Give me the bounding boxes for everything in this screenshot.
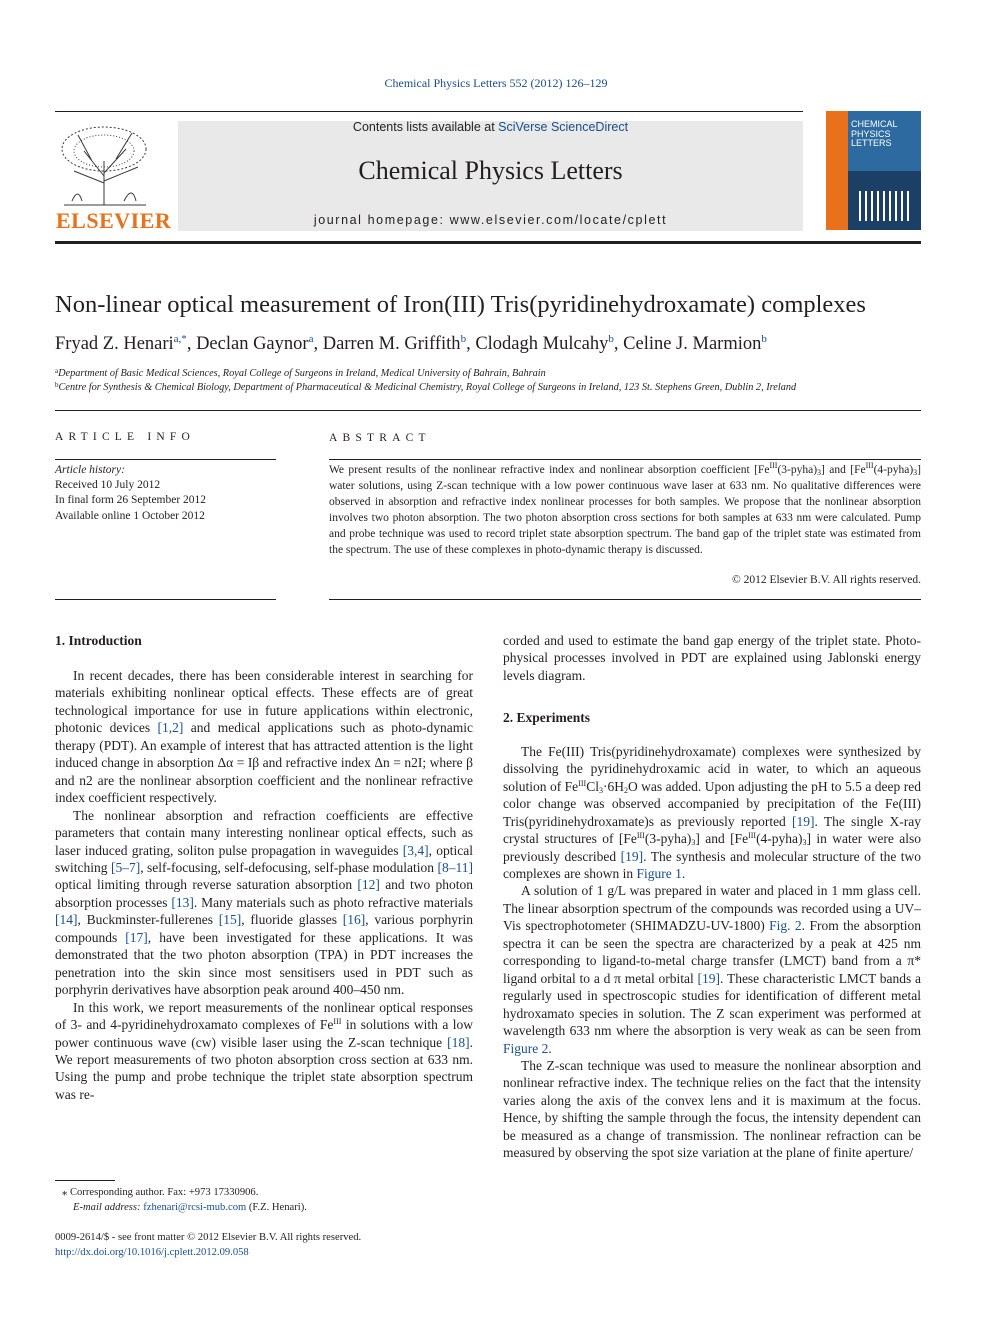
ref-link[interactable]: [16] bbox=[342, 912, 366, 928]
cover-title: CHEMICAL PHYSICS LETTERS bbox=[851, 119, 898, 148]
abstract-text: We present results of the nonlinear refractive index and nonlinear absorption coefficient $[Fe^{III}(3-pyha)_3]$ and $[Fe^{III}(4-pyha)_3]$ water solutions, using Z-scan technique with a low power continuous wave laser at 633 nm. No qualitative differences were observed in absorption and refractive index nonlinear processes for both samples. We propose that the nonlinear absorption involves two photon absorption. The two photon absorption cross sections for both samples at 633 nm were calculated. Pump and probe technique was used to record triplet state absorption spectrum. The band gap of the triplet state was estimated from the spectrum. The use of these complexes in photo-dynamic therapy is discussed. bbox=[329, 461, 922, 556]
author-name[interactable]: Clodagh Mulcahy bbox=[475, 334, 609, 354]
article-info-bottom-rule bbox=[55, 599, 276, 600]
contents-prefix: Contents lists available at bbox=[352, 120, 499, 134]
affiliation-mark: a bbox=[55, 367, 59, 375]
affiliation-text: Centre for Synthesis & Chemical Biology, Department of Pharmaceutical & Medicinal Chemistry, Royal College of Surgeons in Ireland, 123 St. Stephens Green, Dublin 2, Ireland bbox=[58, 382, 797, 393]
author-list: Fryad Z. Henari$^{a,*}$, Declan Gaynor$^a$, Darren M. Griffith$^b$, Clodagh Mulcahy$^b$, Celine J. Marmion$^b$ bbox=[55, 333, 767, 354]
affiliation-mark: b bbox=[55, 381, 59, 389]
paragraph: In this work, we report measurements of the nonlinear optical responses of 3- and 4-pyridinehydroxamato complexes of $Fe^{III}$ in solutions with a low power continuous wave (cw) visible laser using the Z-scan technique [18]. We report measurements of two photon absorption cross section at 633 nm. Using the pump and probe technique the triplet state absorption spectrum was re- bbox=[55, 999, 473, 1102]
ref-link[interactable]: [19] bbox=[792, 813, 815, 829]
introduction-body bbox=[55, 667, 473, 1103]
ref-link[interactable]: [8–11] bbox=[437, 859, 474, 875]
elsevier-tree-logo bbox=[54, 121, 155, 207]
ref-link[interactable]: [13] bbox=[171, 894, 194, 910]
author-name[interactable]: Fryad Z. Henari bbox=[55, 334, 174, 354]
ref-link[interactable]: [19] bbox=[697, 970, 721, 986]
article-info-heading: ARTICLE INFO bbox=[55, 431, 195, 443]
section-introduction-heading: 1. Introduction bbox=[55, 633, 142, 648]
journal-title[interactable]: Chemical Physics Letters bbox=[358, 156, 623, 185]
issn-line: 0009-2614/$ - see front matter © 2012 Elsevier B.V. All rights reserved. bbox=[55, 1232, 362, 1243]
corresponding-author: ⁎ Corresponding author. Fax: +973 17330906. bbox=[62, 1187, 259, 1198]
header-rule-top bbox=[55, 111, 803, 112]
article-info-rule bbox=[55, 459, 276, 460]
paragraph: In recent decades, there has been considerable interest in searching for materials exhibiting nonlinear optical effects. These effects are of great technological importance for use in future applications within electronic, photonic devices [1,2] and medical applications such as photo-dynamic therapy (PDT). An example of interest that has attracted attention is the light induced change in absorption Δα = Iβ and refractive index Δn = n2I; where β and n2 are the nonlinear absorption coefficient and the nonlinear refractive index coefficient respectively. bbox=[55, 668, 473, 806]
ref-link[interactable]: [3,4] bbox=[402, 842, 429, 858]
abstract-copyright: © 2012 Elsevier B.V. All rights reserved. bbox=[732, 574, 921, 586]
affiliation-rule bbox=[55, 410, 921, 411]
author-name[interactable]: Darren M. Griffith bbox=[322, 334, 461, 354]
ref-link[interactable]: [17] bbox=[125, 929, 148, 945]
author-marks[interactable]: b bbox=[761, 333, 767, 345]
ref-link[interactable]: [14] bbox=[55, 912, 78, 928]
affiliation-a bbox=[55, 367, 546, 379]
revised-date: In final form 26 September 2012 bbox=[55, 494, 207, 507]
header-rule-bottom bbox=[55, 241, 921, 244]
figure-link[interactable]: Figure 1 bbox=[636, 865, 682, 881]
author-marks[interactable]: a bbox=[308, 333, 314, 345]
paper-title: Non-linear optical measurement of Iron(III) Tris(pyridinehydroxamate) complexes bbox=[55, 291, 866, 318]
paragraph: corded and used to estimate the band gap energy of the triplet state. Photo-physical processes involved in PDT are explained using Jablonski energy levels diagram. bbox=[503, 633, 921, 683]
email-link[interactable]: fzhenari@rcsi-mub.com bbox=[143, 1202, 247, 1213]
author-name[interactable]: Declan Gaynor bbox=[196, 334, 309, 354]
article-history bbox=[55, 463, 276, 524]
abstract-rule bbox=[329, 459, 921, 460]
ref-link[interactable]: [19] bbox=[620, 848, 644, 864]
figure-link[interactable]: Fig. 2 bbox=[769, 918, 802, 934]
figure-link[interactable]: Figure 2 bbox=[503, 1040, 549, 1056]
ref-link[interactable]: [18] bbox=[447, 1034, 470, 1050]
author-marks[interactable]: b bbox=[460, 333, 467, 345]
elsevier-wordmark: ELSEVIER bbox=[56, 208, 172, 233]
affiliation-text: Department of Basic Medical Sciences, Royal College of Surgeons in Ireland, Medical University of Bahrain, Bahrain bbox=[58, 368, 546, 379]
history-label: Article history: bbox=[55, 464, 125, 476]
section-experiments-heading: 2. Experiments bbox=[503, 710, 590, 726]
journal-homepage[interactable]: journal homepage: www.elsevier.com/locate/cplett bbox=[313, 213, 668, 227]
journal-citation[interactable]: Chemical Physics Letters 552 (2012) 126–129 bbox=[384, 76, 608, 90]
bottom-info bbox=[55, 1230, 555, 1260]
ref-link[interactable]: [5–7] bbox=[110, 859, 141, 875]
author-marks[interactable]: a,* bbox=[173, 333, 187, 345]
right-column-body bbox=[503, 632, 921, 1162]
footnote-rule bbox=[55, 1180, 115, 1181]
ref-link[interactable]: [12] bbox=[357, 877, 380, 893]
received-date: Received 10 July 2012 bbox=[55, 479, 161, 492]
sciencedirect-link[interactable]: SciVerse ScienceDirect bbox=[498, 120, 629, 134]
ref-link[interactable]: [1,2] bbox=[157, 720, 184, 736]
paragraph: The nonlinear absorption and refraction coefficients are effective parameters that contain many interesting nonlinear optical effects, such as laser induced grating, soliton pulse propagation in waveguides [3,4], optical switching [5–7], self-focusing, self-defocusing, self-phase modulation [8–11] optical limiting through reverse saturation absorption [12] and two photon absorption processes [13]. Many materials such as photo refractive materials [14], Buckminster-fullerenes [15], fluoride glasses [16], various porphyrin compounds [17], have been investigated for these applications. It was demonstrated that the two photon absorption (TPA) in PDT increases the penetration into the skin since most sensitisers used in PDT such as porphyrin derivatives have absorption peak around 400–450 nm. bbox=[55, 807, 474, 998]
author-name[interactable]: Celine J. Marmion bbox=[623, 334, 762, 354]
online-date: Available online 1 October 2012 bbox=[55, 509, 205, 522]
footnote bbox=[62, 1185, 472, 1215]
paragraph: The Z-scan technique was used to measure the nonlinear absorption and nonlinear refractive index. The technique relies on the fact that the intensity varies along the axis of the convex lens and it is maximum at the focus. Hence, by shifting the sample through the focus, the intensity dependent can be measured as a change of transmission. The nonlinear refraction can be measured by observing the spot size variation at the plane of finite aperture/ bbox=[503, 1057, 921, 1161]
abstract-bottom-rule bbox=[329, 599, 921, 600]
contents-line bbox=[178, 120, 803, 134]
paragraph: A solution of 1 g/L was prepared in water and placed in 1 mm glass cell. The linear absorption spectrum of the compounds was recorded using a UV–Vis spectrophotometer (SHIMADZU-UV-1800) Fig. 2. From the absorption spectra it can be seen the spectra are characterized by a peak at 425 nm corresponding to ligand-to-metal charge transfer (LMCT) band from a π* ligand orbital to a d π metal orbital [19]. These characteristic LMCT bands a regularly used in spectroscopic studies for identification of different metal hydroxamato species in solution. The Z scan experiment was performed at wavelength 633 nm where the absorption is very weak as can be seen from Figure 2. bbox=[503, 883, 921, 1056]
author-marks[interactable]: b bbox=[608, 333, 614, 345]
abstract-heading: ABSTRACT bbox=[329, 432, 431, 444]
ref-link[interactable]: [15] bbox=[218, 912, 242, 928]
affiliation-b bbox=[55, 381, 796, 393]
doi-link[interactable]: http://dx.doi.org/10.1016/j.cplett.2012.09.058 bbox=[55, 1247, 249, 1258]
paragraph: The Fe(III) Tris(pyridinehydroxamate) complexes were synthesized by dissolving the pyridinehydroxamic acid in water, to which an aqueous solution of $Fe^{III}Cl_3\cdot 6H_2O$ was added. Upon adjusting the pH to 5.5 a deep red color change was observed accompanied by precipitation of the Fe(III) Tris(pyridinehydroxamate)s as previously reported [19]. The single X-ray crystal structures of $[Fe^{III}(3-pyha)_3]$ and $[Fe^{III}(4-pyha)_3]$ in water were also previously described [19]. The synthesis and molecular structure of the two complexes are shown in Figure 1. bbox=[503, 743, 922, 881]
email-line: E-mail address: fzhenari@rcsi-mub.com (F.Z. Henari). bbox=[73, 1202, 307, 1213]
